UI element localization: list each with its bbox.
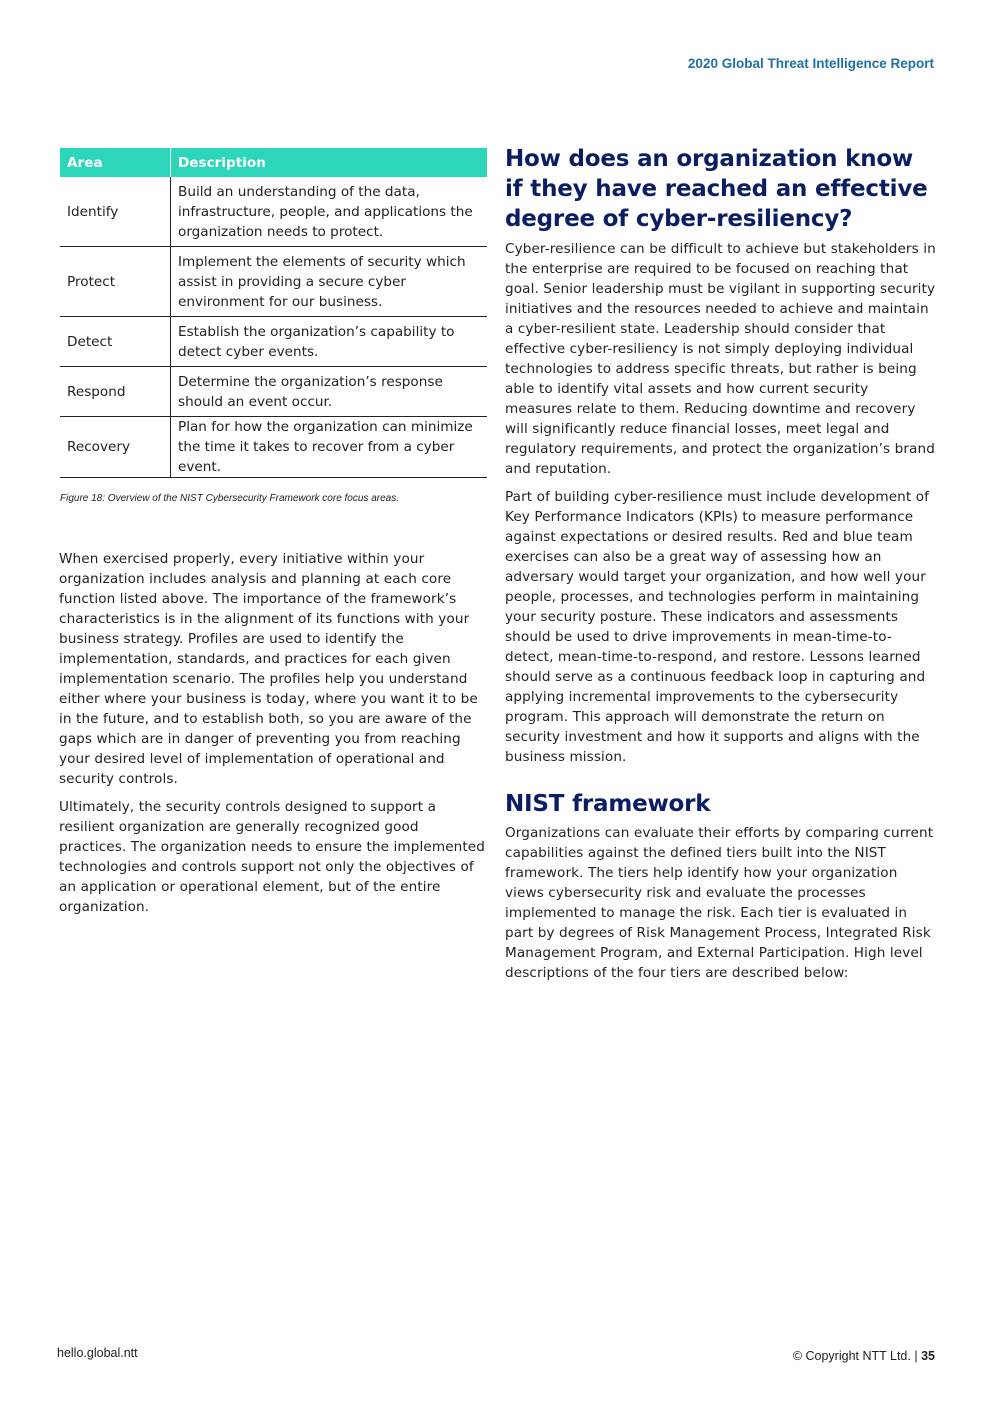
report-title: 2020 Global Threat Intelligence Report (687, 56, 934, 71)
paragraph: Organizations can evaluate their efforts by comparing current capabilities against the defined tiers built into the NIST framework. The tiers help identify how your organization views cybersecurity risk and evaluate the processes implemented to manage the risk. Each tier is evaluated in part by degrees of Risk Management Process, Integrated Risk Management Program, and External Participation. High level descriptions of the four tiers are described below: (505, 825, 934, 981)
footer-separator: | (914, 1349, 918, 1363)
footer-copyright (793, 1349, 935, 1363)
page-number: 35 (921, 1349, 935, 1363)
table-header-description: Description (171, 148, 488, 177)
table-cell-description: Establish the organization’s capability to detect cyber events. (171, 317, 488, 367)
table-cell-description: Determine the organization’s response should an event occur. (171, 367, 488, 417)
paragraph: When exercised properly, every initiative within your organization includes analysis and planning at each core function listed above. The importance of the framework’s characteristics is in the alignment of its functions with your business strategy. Profiles are used to identify the implementation, standards, and practices for each given implementation scenario. The profiles help you understand either where your business is today, where you want it to be in the future, and to establish both, so you are aware of the gaps which are in danger of preventing you from reaching your desired level of implementation of operational and security controls. (59, 551, 478, 787)
table-cell-area: Protect (60, 247, 171, 317)
copyright-text: © Copyright NTT Ltd. (792, 1349, 911, 1363)
right-column (505, 144, 937, 991)
table-header-area: Area (60, 148, 171, 177)
left-body-text (59, 549, 487, 917)
table-cell-area: Recovery (60, 417, 171, 478)
table-cell-area: Identify (60, 177, 171, 247)
table-cell-area: Detect (60, 317, 171, 367)
table-row (60, 177, 487, 247)
nist-framework-table (60, 148, 487, 478)
table-row (60, 247, 487, 317)
section-heading-nist-framework: NIST framework (505, 791, 711, 817)
paragraph: Cyber-resilience can be difficult to achieve but stakeholders in the enterprise are required to be focused on reaching that goal. Senior leadership must be vigilant in supporting security initiatives and the resources needed to achieve and maintain a cyber-resilient state. Leadership should consider that effective cyber-resiliency is not simply deploying individual technologies to address specific threats, but rather is being able to identify vital assets and how current security measures relate to them. Reducing downtime and recovery will significantly reduce financial losses, meet legal and regulatory requirements, and protect the organization’s brand and reputation. (505, 241, 936, 477)
table-row (60, 417, 487, 478)
table-row (60, 317, 487, 367)
section-body (505, 823, 937, 983)
figure-caption: Figure 18: Overview of the NIST Cybersecurity Framework core focus areas. (60, 493, 400, 504)
table-cell-area: Respond (60, 367, 171, 417)
section-heading-cyber-resiliency: How does an organization know if they have reached an effective degree of cyber-resiliency? (505, 146, 928, 232)
section-body (505, 239, 937, 767)
table-cell-description: Build an understanding of the data, infrastructure, people, and applications the organization needs to protect. (171, 177, 488, 247)
paragraph: Ultimately, the security controls designed to support a resilient organization are generally recognized good practices. The organization needs to ensure the implemented technologies and controls support not only the objectives of an application or operational element, but of the entire organization. (59, 799, 485, 915)
left-column (60, 148, 487, 925)
paragraph: Part of building cyber-resilience must include development of Key Performance Indicators (KPIs) to measure performance against expectations or desired results. Red and blue team exercises can also be a great way of assessing how an adversary would target your organization, and how well your people, processes, and technologies perform in maintaining your security posture. These indicators and assessments should be used to drive improvements in mean-time-to-detect, mean-time-to-respond, and restore. Lessons learned should serve as a continuous feedback loop in capturing and applying incremental improvements to the cybersecurity program. This approach will demonstrate the return on security investment and how it supports and aligns with the business mission. (505, 489, 930, 765)
table-cell-description: Plan for how the organization can minimize the time it takes to recover from a cyber event. (171, 417, 488, 478)
footer-website: hello.global.ntt (57, 1346, 138, 1360)
table-row (60, 367, 487, 417)
table-cell-description: Implement the elements of security which assist in providing a secure cyber environment for our business. (171, 247, 488, 317)
